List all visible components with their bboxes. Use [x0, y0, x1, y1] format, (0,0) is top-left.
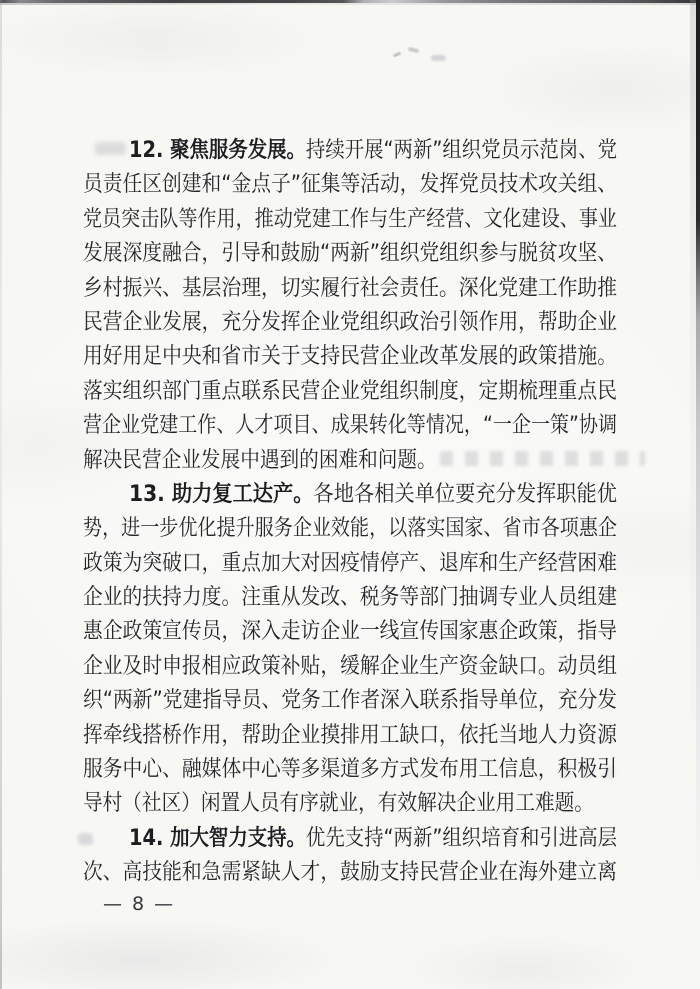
doc-line: 员责任区创建和“金点子”征集等活动，发挥党员技术攻关组、	[83, 172, 617, 198]
pencil-speck	[393, 52, 402, 58]
doc-line: 导村（社区）闲置人员有序就业，有效解决企业用工难题。	[83, 791, 594, 817]
doc-line: 企业及时申报相应政策补贴，缓解企业生产资金缺口。动员组	[83, 653, 617, 679]
doc-line: 服务中心、融媒体中心等多渠道多方式发布用工信息，积极引	[83, 757, 617, 783]
paragraph-lead: 14. 加大智力支持。	[129, 825, 306, 851]
doc-line: 民营企业发展，充分发挥企业党组织政治引领作用，帮助企业	[83, 309, 617, 335]
doc-line: 惠企政策宣传员，深入走访企业一线宣传国家惠企政策，指导	[83, 619, 617, 645]
scan-edge-left	[0, 0, 2, 989]
doc-line: 次、高技能和急需紧缺人才，鼓励支持民营企业在海外建立离	[83, 860, 617, 886]
text-block	[83, 134, 617, 891]
doc-line: 营企业党建工作、人才项目、成果转化等情况，“一企一策”协调	[83, 413, 617, 439]
doc-line: 势，进一步优化提升服务企业效能，以落实国家、省市各项惠企	[83, 516, 617, 542]
pencil-speck	[408, 47, 420, 54]
doc-line-text: 优先支持“两新”组织培育和引进高层	[305, 825, 617, 851]
doc-line	[129, 134, 617, 168]
scan-edge-top-soft	[0, 3, 700, 5]
scan-edge-right-shadow	[690, 0, 696, 870]
doc-line: 乡村振兴、基层治理，切实履行社会责任。深化党建工作助推	[83, 275, 617, 301]
paragraph-lead: 12. 聚焦服务发展。	[129, 138, 306, 163]
doc-line: 落实组织部门重点联系民营企业党组织制度，定期梳理重点民	[83, 378, 617, 404]
pencil-speck	[431, 55, 446, 61]
doc-line: 党员突击队等作用，推动党建工作与生产经营、文化建设、事业	[83, 206, 617, 232]
scan-edge-right	[696, 0, 700, 900]
scan-edge-top	[0, 0, 700, 3]
doc-line: 企业的扶持力度。注重从发改、税务等部门抽调专业人员组建	[83, 585, 617, 611]
doc-line: 解决民营企业发展中遇到的困难和问题。	[83, 447, 437, 473]
doc-line: 挥牵线搭桥作用，帮助企业摸排用工缺口，依托当地人力资源	[83, 722, 617, 748]
doc-line: 用好用足中央和省市关于支持民营企业改革发展的政策措施。	[83, 344, 617, 370]
footer-page-number: — 8 —	[103, 893, 176, 915]
doc-line: 政策为突破口，重点加大对因疫情停产、退库和生产经营困难	[83, 550, 617, 576]
doc-line: 织“两新”党建指导员、党务工作者深入联系指导单位，充分发	[83, 688, 617, 714]
doc-line-text: 持续开展“两新”组织党员示范岗、党	[305, 138, 617, 163]
doc-line	[129, 478, 617, 512]
doc-line	[129, 822, 617, 856]
paragraph-lead: 13. 助力复工达产。	[129, 481, 314, 507]
doc-line: 发展深度融合，引导和鼓励“两新”组织党组织参与脱贫攻坚、	[83, 241, 617, 267]
doc-line-text: 各地各相关单位要充分发挥职能优	[313, 481, 617, 507]
